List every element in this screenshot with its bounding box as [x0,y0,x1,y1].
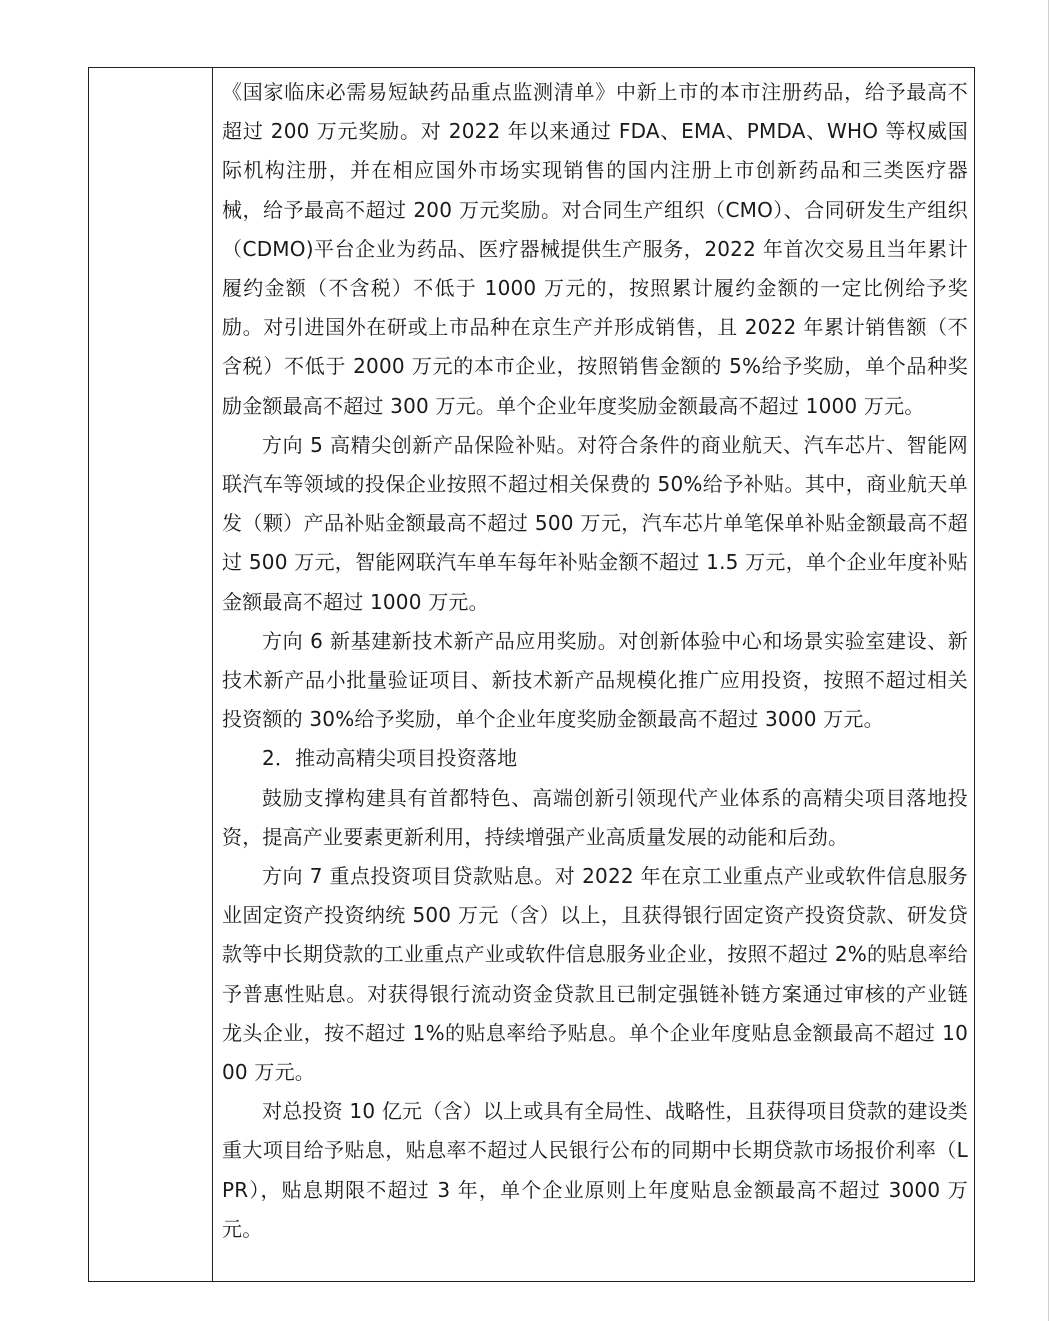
left-column-cell [89,68,213,1282]
table-row [89,68,975,1282]
content-cell [213,68,975,1282]
paragraph-major-projects: 对总投资 10 亿元（含）以上或具有全局性、战略性，且获得项目贷款的建设类重大项目给予贴息，贴息率不超过人民银行公布的同期中长期贷款市场报价利率（LPR），贴息期限不超过 3 年，单个企业原则上年度贴息金额最高不超过 3000 万元。 [222,1099,968,1241]
paragraph-direction-7: 方向 7 重点投资项目贷款贴息。对 2022 年在京工业重点产业或软件信息服务业固定资产投资纳统 500 万元（含）以上，且获得银行固定资产投资贷款、研发贷款等中长期贷款的工业重点产业或软件信息服务业企业，按照不超过 2%的贴息率给予普惠性贴息。对获得银行流动资金贷款且已制定强链补链方案通过审核的产业链龙头企业，按不超过 1%的贴息率给予贴息。单个企业年度贴息金额最高不超过 1000 万元。 [222,864,968,1085]
content-body [213,68,974,1249]
paragraph-pharma-rewards: 《国家临床必需易短缺药品重点监测清单》中新上市的本市注册药品，给予最高不超过 200 万元奖励。对 2022 年以来通过 FDA、EMA、PMDA、WHO 等权威国际机构注册，并在相应国外市场实现销售的国内注册上市创新药品和三类医疗器械，给予最高不超过 200 万元奖励。对合同生产组织（CMO）、合同研发生产组织（CDMO)平台企业为药品、医疗器械提供生产服务，2022 年首次交易且当年累计履约金额（不含税）不低于 1000 万元的，按照累计履约金额的一定比例给予奖励。对引进国外在研或上市品种在京生产并形成销售，且 2022 年累计销售额（不含税）不低于 2000 万元的本市企业，按照销售金额的 5%给予奖励，单个品种奖励金额最高不超过 300 万元。单个企业年度奖励金额最高不超过 1000 万元。 [222,80,968,418]
paragraph-direction-6: 方向 6 新基建新技术新产品应用奖励。对创新体验中心和场景实验室建设、新技术新产品小批量验证项目、新技术新产品规模化推广应用投资，按照不超过相关投资额的 30%给予奖励，单个企业年度奖励金额最高不超过 3000 万元。 [222,628,968,732]
policy-table [88,67,975,1282]
paragraph-direction-5: 方向 5 高精尖创新产品保险补贴。对符合条件的商业航天、汽车芯片、智能网联汽车等领域的投保企业按照不超过相关保费的 50%给予补贴。其中，商业航天单发（颗）产品补贴金额最高不超过 500 万元，汽车芯片单笔保单补贴金额最高不超过 500 万元，智能网联汽车单车每年补贴金额不超过 1.5 万元，单个企业年度补贴金额最高不超过 1000 万元。 [222,432,968,614]
section-heading-2: 2．推动高精尖项目投资落地 [262,746,518,771]
paragraph-section-intro: 鼓励支撑构建具有首都特色、高端创新引领现代产业体系的高精尖项目落地投资，提高产业要素更新利用，持续增强产业高质量发展的动能和后劲。 [222,785,968,849]
